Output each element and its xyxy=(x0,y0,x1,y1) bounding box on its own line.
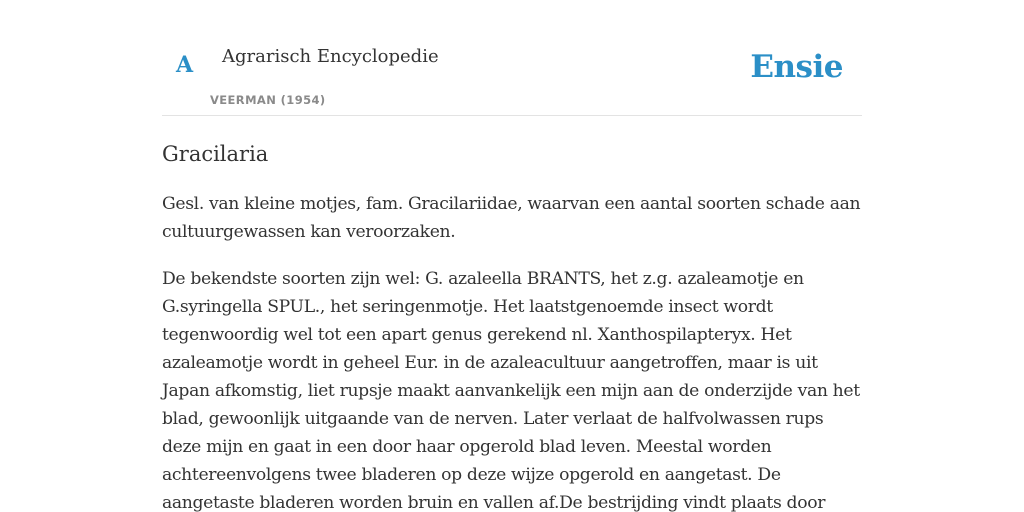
page xyxy=(162,0,862,512)
encyclopedia-title-link[interactable]: Agrarisch Encyclopedie xyxy=(222,46,439,67)
ensie-logo[interactable]: Ensie xyxy=(750,49,843,85)
article-paragraph-2: De bekendste soorten zijn wel: G. azaleella BRANTS, het z.g. azaleamotje en G.syringella SPUL., het seringenmotje. Het laatstgenoemde insect wordt tegenwoordig wel tot een apart genus gerekend nl. Xanthospilapteryx. Het azaleamotje wordt in geheel Eur. in de azaleacultuur aangetroffen, maar is uit Japan afkomstig, liet rupsje maakt aanvankelijk een mijn aan de onderzijde van het blad, gewoonlijk uitgaande van de nerven. Later verlaat de halfvolwassen rups deze mijn en gaat in een door haar opgerold blad leven. Meestal worden achtereenvolgens twee bladeren op deze wijze opgerold en aangetast. De aangetaste bladeren worden bruin en vallen af.De bestrijding vindt plaats door xyxy=(162,269,860,512)
letter-index-link[interactable]: A xyxy=(176,52,194,78)
header xyxy=(162,0,862,116)
article-title: Gracilaria xyxy=(162,142,269,166)
edition-label: VEERMAN (1954) xyxy=(210,93,326,107)
article-paragraph-1: Gesl. van kleine motjes, fam. Gracilariidae, waarvan een aantal soorten schade aan cultuurgewassen kan veroorzaken. xyxy=(162,194,861,243)
